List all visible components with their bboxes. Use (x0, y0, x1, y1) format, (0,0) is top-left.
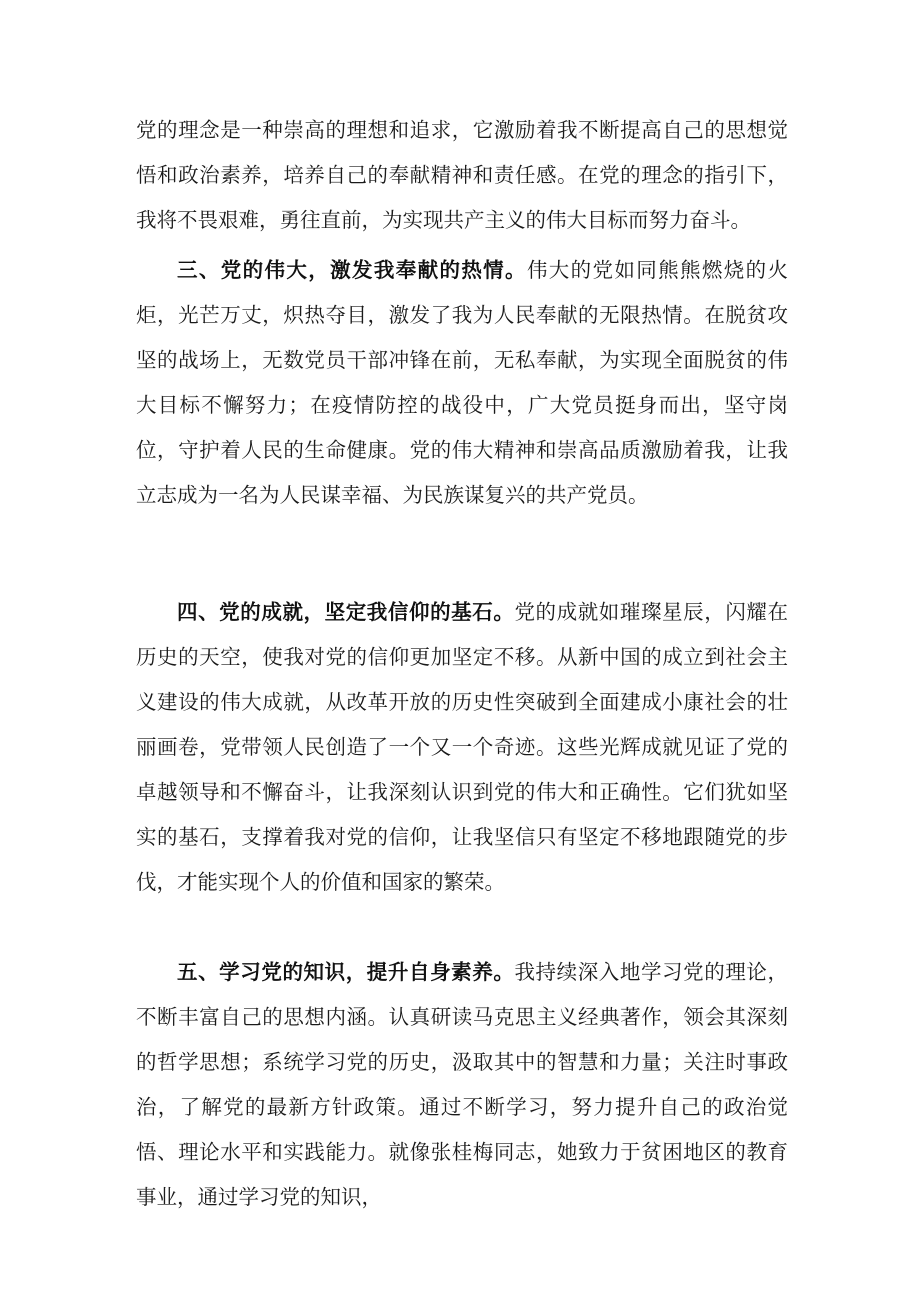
paragraph-text: 伟大的党如同熊熊燃烧的火炬，光芒万丈，炽热夺目，激发了我为人民奉献的无限热情。在脱贫攻坚的战场上，无数党员干部冲锋在前，无私奉献，为实现全面脱贫的伟大目标不懈努力；在疫情防控的战役中，广大党员挺身而出，坚守岗位，守护着人民的生命健康。党的伟大精神和崇高品质激励着我，让我立志成为一名为人民谋幸福、为民族谋复兴的共产党员。 (136, 258, 789, 507)
section-heading: 四、党的成就，坚定我信仰的基石。 (177, 600, 515, 624)
paragraph-text: 我持续深入地学习党的理论，不断丰富自己的思想内涵。认真研读马克思主义经典著作，领会其深刻的哲学思想；系统学习党的历史，汲取其中的智慧和力量；关注时事政治，了解党的最新方针政策。通过不断学习，努力提升自己的政治觉悟、理论水平和实践能力。就像张桂梅同志，她致力于贫困地区的教育事业，通过学习党的知识， (136, 960, 789, 1209)
paragraph-section-four (136, 590, 788, 905)
paragraph-continuation (136, 108, 788, 243)
paragraph-text: 党的成就如璀璨星辰，闪耀在历史的天空，使我对党的信仰更加坚定不移。从新中国的成立到社会主义建设的伟大成就，从改革开放的历史性突破到全面建成小康社会的壮丽画卷，党带领人民创造了一个又一个奇迹。这些光辉成就见证了党的卓越领导和不懈奋斗，让我深刻认识到党的伟大和正确性。它们犹如坚实的基石，支撑着我对党的信仰，让我坚信只有坚定不移地跟随党的步伐，才能实现个人的价值和国家的繁荣。 (136, 600, 789, 894)
paragraph-section-five (136, 950, 788, 1220)
section-heading: 三、党的伟大，激发我奉献的热情。 (177, 258, 527, 282)
section-heading: 五、学习党的知识，提升自身素养。 (177, 960, 515, 984)
paragraph-text: 党的理念是一种崇高的理想和追求，它激励着我不断提高自己的思想觉悟和政治素养，培养自己的奉献精神和责任感。在党的理念的指引下，我将不畏艰难，勇往直前，为实现共产主义的伟大目标而努力奋斗。 (136, 118, 788, 232)
paragraph-section-three (136, 248, 788, 518)
